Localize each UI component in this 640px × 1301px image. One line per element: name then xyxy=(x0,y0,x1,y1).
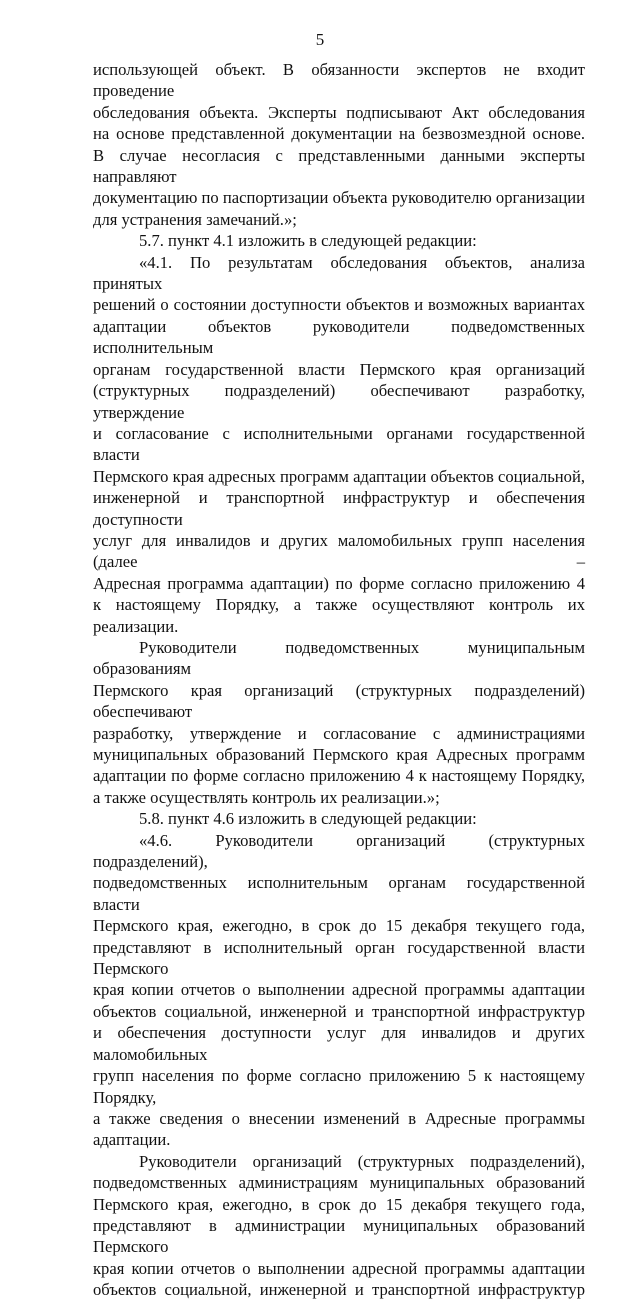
text-line: и обеспечения доступности услуг для инвалидов и других маломобильных xyxy=(93,1023,585,1064)
text-line: В случае несогласия с представленными данными эксперты направляют xyxy=(93,145,585,187)
text-line: а также сведения о внесении изменений в Адресные программы адаптации. xyxy=(93,1108,585,1150)
text-line: разработку, утверждение и согласование с администрациями xyxy=(93,723,585,743)
text-line: решений о состоянии доступности объектов и возможных вариантах xyxy=(93,295,585,315)
text-line: для устранения замечаний.»; xyxy=(93,209,297,229)
text-line: края копии отчетов о выполнении адресной программы адаптации xyxy=(93,980,585,1000)
text-line: и согласование с исполнительными органами государственной власти xyxy=(93,423,585,465)
text-line: Адресная программа адаптации) по форме согласно приложению 4 xyxy=(93,573,585,593)
text-line: края копии отчетов о выполнении адресной программы адаптации xyxy=(93,1258,585,1278)
text-line: документацию по паспортизации объекта руководителю организации xyxy=(93,188,585,208)
text-line: адаптации по форме согласно приложению 4 к настоящему Порядку, xyxy=(93,766,585,786)
paragraph-clause-4-1 xyxy=(93,252,585,637)
text-line: услуг для инвалидов и других маломобильных групп населения (далее – xyxy=(93,530,585,572)
paragraph-municipal-reports xyxy=(93,1151,585,1301)
text-line: 5.7. пункт 4.1 изложить в следующей редакции: xyxy=(139,231,477,251)
text-line: Руководители подведомственных муниципальным образованиям xyxy=(93,637,585,679)
text-line: «4.6. Руководители организаций (структурных подразделений), xyxy=(93,830,585,872)
text-line: объектов социальной, инженерной и транспортной инфраструктур xyxy=(93,1280,585,1300)
text-line: подведомственных администрациям муниципальных образований xyxy=(93,1173,585,1193)
text-line: подведомственных исполнительным органам государственной власти xyxy=(93,873,585,914)
text-line: к настоящему Порядку, а также осуществляют контроль их реализации. xyxy=(93,595,585,636)
text-line: Пермского края адресных программ адаптации объектов социальной, xyxy=(93,466,585,486)
page-body xyxy=(93,59,585,1301)
text-line: Руководители организаций (структурных подразделений), xyxy=(139,1151,585,1171)
text-line: представляют в администрации муниципальных образований Пермского xyxy=(93,1215,585,1257)
text-line: объектов социальной, инженерной и транспортной инфраструктур xyxy=(93,1001,585,1021)
text-line: использующей объект. В обязанности экспертов не входит проведение xyxy=(93,60,585,101)
text-line: Пермского края организаций (структурных подразделений) обеспечивают xyxy=(93,680,585,722)
text-line: групп населения по форме согласно приложению 5 к настоящему Порядку, xyxy=(93,1066,585,1107)
text-line: на основе представленной документации на безвозмездной основе. xyxy=(93,124,585,144)
text-line: Пермского края, ежегодно, в срок до 15 декабря текущего года, xyxy=(93,916,585,936)
page-number: 5 xyxy=(315,30,325,49)
text-line: 5.8. пункт 4.6 изложить в следующей редакции: xyxy=(139,809,477,829)
text-line: (структурных подразделений) обеспечивают разработку, утверждение xyxy=(93,381,585,422)
text-line: представляют в исполнительный орган государственной власти Пермского xyxy=(93,937,585,979)
paragraph-item-5-7 xyxy=(93,230,585,251)
paragraph-clause-4-6 xyxy=(93,830,585,1151)
text-line: Пермского края, ежегодно, в срок до 15 декабря текущего года, xyxy=(93,1194,585,1214)
text-line: а также осуществлять контроль их реализации.»; xyxy=(93,787,440,807)
text-line: органам государственной власти Пермского края организаций xyxy=(93,359,585,379)
paragraph-item-5-8 xyxy=(93,808,585,829)
paragraph-municipal-heads xyxy=(93,637,585,808)
text-line: «4.1. По результатам обследования объектов, анализа принятых xyxy=(93,252,585,294)
text-line: адаптации объектов руководители подведомственных исполнительным xyxy=(93,316,585,358)
text-line: инженерной и транспортной инфраструктур и обеспечения доступности xyxy=(93,488,585,529)
paragraph-experts-continuation xyxy=(93,59,585,230)
text-line: муниципальных образований Пермского края Адресных программ xyxy=(93,745,585,764)
text-line: обследования объекта. Эксперты подписывают Акт обследования xyxy=(93,102,585,122)
